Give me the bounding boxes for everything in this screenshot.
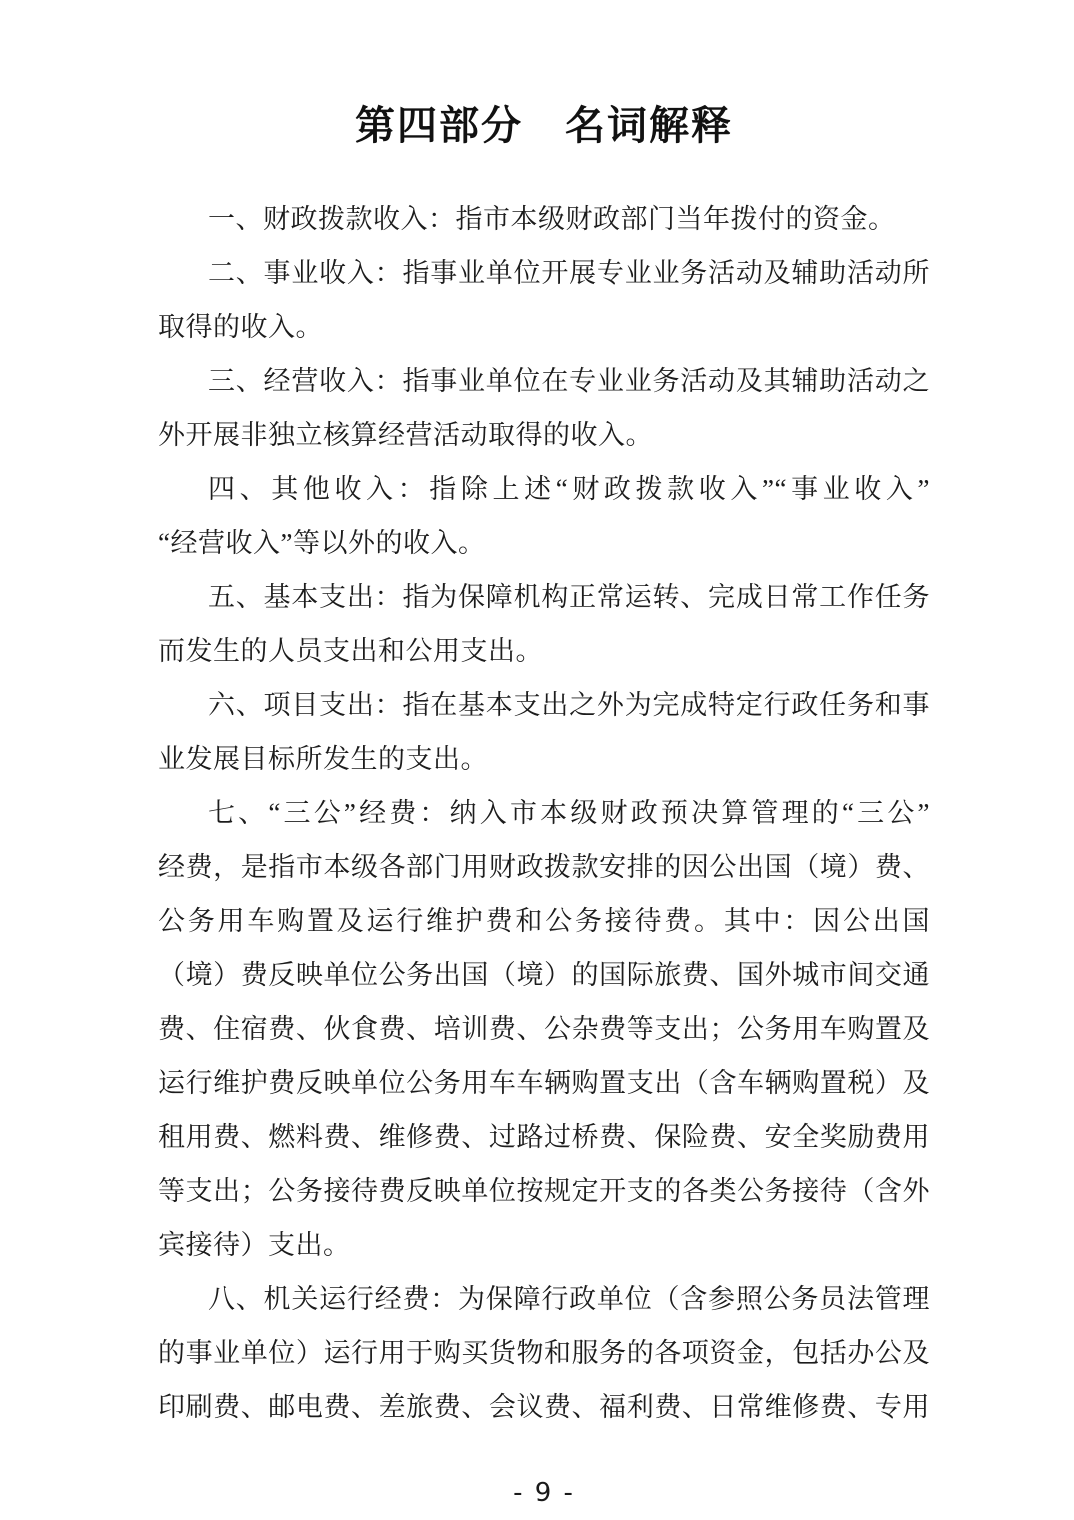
paragraph-line: 宾接待）支出。 [158, 1230, 351, 1260]
paragraph-three-public-funds [158, 786, 930, 1272]
paragraph-line: 二、事业收入：指事业单位开展专业业务活动及辅助活动所 [208, 258, 930, 288]
paragraph-line: 等支出；公务接待费反映单位按规定开支的各类公务接待（含外 [158, 1176, 930, 1206]
paragraph-line: 外开展非独立核算经营活动取得的收入。 [158, 420, 653, 450]
paragraph-line: 三、经营收入：指事业单位在专业业务活动及其辅助活动之 [208, 366, 930, 396]
paragraph-line: 一、财政拨款收入：指市本级财政部门当年拨付的资金。 [208, 204, 896, 234]
document-body [158, 192, 930, 1434]
paragraph-line: 租用费、燃料费、维修费、过路过桥费、保险费、安全奖励费用 [158, 1122, 930, 1152]
paragraph-business-income [158, 354, 930, 462]
paragraph-line: （境）费反映单位公务出国（境）的国际旅费、国外城市间交通 [158, 960, 930, 990]
page-title: 第四部分 名词解释 [355, 104, 733, 148]
paragraph-line: 的事业单位）运行用于购买货物和服务的各项资金，包括办公及 [158, 1338, 930, 1368]
paragraph-agency-operating-funds [158, 1272, 930, 1434]
paragraph-line: “经营收入”等以外的收入。 [158, 528, 486, 558]
paragraph-line: 经费，是指市本级各部门用财政拨款安排的因公出国（境）费、 [158, 852, 930, 882]
page-number: - 9 - [513, 1478, 575, 1508]
paragraph-line: 费、住宿费、伙食费、培训费、公杂费等支出；公务用车购置及 [158, 1014, 930, 1044]
paragraph-line: 而发生的人员支出和公用支出。 [158, 636, 543, 666]
paragraph-line: 公务用车购置及运行维护费和公务接待费。其中：因公出国 [158, 906, 930, 936]
paragraph-line: 取得的收入。 [158, 312, 323, 342]
paragraph-line: 六、项目支出：指在基本支出之外为完成特定行政任务和事 [208, 690, 930, 720]
paragraph-other-income [158, 462, 930, 570]
paragraph-line: 运行维护费反映单位公务用车车辆购置支出（含车辆购置税）及 [158, 1068, 930, 1098]
paragraph-line: 业发展目标所发生的支出。 [158, 744, 488, 774]
paragraph-operating-income [158, 246, 930, 354]
paragraph-line: 七、“三公”经费：纳入市本级财政预决算管理的“三公” [208, 798, 930, 828]
paragraph-line: 印刷费、邮电费、差旅费、会议费、福利费、日常维修费、专用 [158, 1392, 930, 1422]
paragraph-fiscal-appropriation-income [158, 192, 930, 246]
paragraph-basic-expenditure [158, 570, 930, 678]
paragraph-line: 五、基本支出：指为保障机构正常运转、完成日常工作任务 [208, 582, 930, 612]
paragraph-project-expenditure [158, 678, 930, 786]
paragraph-line: 八、机关运行经费：为保障行政单位（含参照公务员法管理 [208, 1284, 930, 1314]
paragraph-line: 四、其他收入：指除上述“财政拨款收入”“事业收入” [208, 474, 930, 504]
